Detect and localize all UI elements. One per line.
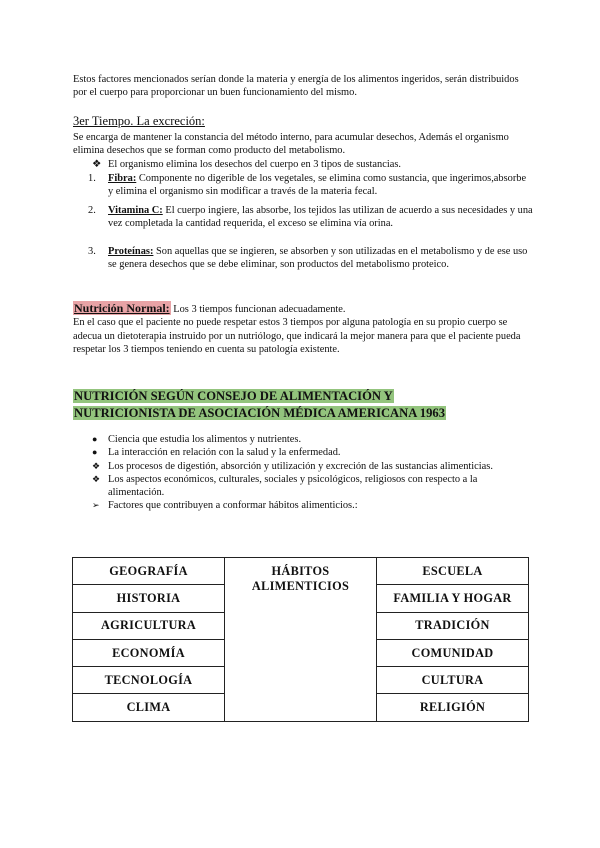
- nutricion-normal-body: En el caso que el paciente no puede respetar estos 3 tiempos por alguna patología en su propio cuerpo se adecua un dietoterapia instruido por un nutriólogo, que indicará la mejor manera para que el paciente pueda respetar los 3 tiempos teniendo en cuenta su patología existente.: [73, 317, 521, 355]
- factor-cell: ECONOMÍA: [73, 639, 225, 666]
- list-item-text: La interacción en relación con la salud y la enfermedad.: [108, 447, 341, 459]
- list-item-text: Son aquellas que se ingieren, se absorben y son utilizadas en el metabolismo y de ese uso se genera desechos que se debe eliminar, son productos del metabolismo proteico.: [108, 246, 528, 271]
- dot-bullet-icon: ●: [92, 434, 98, 444]
- list-item: [92, 433, 532, 446]
- heading-line-1: NUTRICIÓN SEGÚN CONSEJO DE ALIMENTACIÓN Y: [74, 389, 393, 403]
- intro-paragraph: Estos factores mencionados serían donde la materia y energía de los alimentos ingeridos, serán distribuidos por el cuerpo para proporcionar un buen funcionamiento del mismo.: [73, 74, 519, 99]
- section-bullet-text: El organismo elimina los desechos del cuerpo en 3 tipos de sustancias.: [108, 159, 401, 170]
- section-title: 3er Tiempo. La excreción:: [73, 114, 205, 128]
- factor-cell: ESCUELA: [377, 558, 529, 585]
- habitos-alimenticios-cell: [225, 558, 377, 722]
- diamond-bullet-icon: ❖: [92, 460, 101, 471]
- list-item: [92, 499, 532, 512]
- factor-cell: RELIGIÓN: [377, 694, 529, 721]
- nutricion-normal-label: Nutrición Normal:: [74, 301, 170, 315]
- list-item: [92, 473, 532, 500]
- factor-cell: AGRICULTURA: [73, 612, 225, 639]
- diamond-bullet-icon: ❖: [92, 473, 101, 484]
- diamond-bullet-icon: ❖: [92, 159, 102, 170]
- factor-cell: HISTORIA: [73, 585, 225, 612]
- list-item-fibra: [88, 172, 533, 199]
- list-item-number: 1.: [88, 173, 96, 184]
- factor-cell: CLIMA: [73, 694, 225, 721]
- list-item-text: Los procesos de digestión, absorción y utilización y excreción de las sustancias alimenticias.: [108, 460, 493, 472]
- list-item-vitamina: [88, 204, 533, 231]
- center-line-1: HÁBITOS: [271, 564, 330, 578]
- arrow-bullet-icon: ➢: [92, 500, 100, 511]
- list-item-text: Componente no digerible de los vegetales, se elimina como sustancia, que ingerimos,absorbe y elimina el organismo sin modificar a través de la materia fecal.: [108, 173, 527, 198]
- list-item-text: Los aspectos económicos, culturales, sociales y psicológicos, religiosos con respecto a la alimentación.: [108, 473, 478, 499]
- factor-cell: TECNOLOGÍA: [73, 667, 225, 694]
- list-item-term: Proteínas:: [108, 246, 154, 257]
- dot-bullet-icon: ●: [92, 447, 98, 458]
- section-bullet: [92, 158, 401, 171]
- factor-cell: TRADICIÓN: [377, 612, 529, 639]
- heading-line-2: NUTRICIONISTA DE ASOCIACIÓN MÉDICA AMERICANA 1963: [74, 406, 445, 420]
- list-item-term: Fibra:: [108, 173, 137, 184]
- factor-cell: FAMILIA Y HOGAR: [377, 585, 529, 612]
- list-item-text: Ciencia que estudia los alimentos y nutrientes.: [108, 434, 302, 445]
- highlighted-heading: [73, 388, 446, 422]
- list-item-number: 3.: [88, 246, 96, 257]
- definition-list: [92, 433, 532, 513]
- factor-cell: COMUNIDAD: [377, 639, 529, 666]
- list-item-text: Factores que contribuyen a conformar hábitos alimenticios.:: [108, 500, 358, 512]
- list-item-term: Vitamina C:: [108, 205, 163, 216]
- section-body: Se encarga de mantener la constancia del método interno, para acumular desechos, Además el organismo elimina desechos que se forman como producto del metabolismo.: [73, 132, 509, 157]
- table-row: [73, 558, 529, 585]
- list-item-number: 2.: [88, 205, 96, 216]
- factor-cell: CULTURA: [377, 667, 529, 694]
- nutricion-normal-lead: Los 3 tiempos funcionan adecuadamente.: [170, 304, 346, 315]
- list-item-text: El cuerpo ingiere, las absorbe, los tejidos las utilizan de acuerdo a sus necesidades y una vez completada la cantidad requerida, el exceso se elimina vía orina.: [108, 205, 533, 230]
- center-line-2: ALIMENTICIOS: [251, 579, 350, 593]
- list-item-proteinas: [88, 245, 533, 272]
- nutricion-normal-block: [73, 302, 533, 356]
- factor-cell: GEOGRAFÍA: [73, 558, 225, 585]
- list-item: [92, 460, 532, 473]
- list-item: [92, 446, 532, 459]
- factors-table: [72, 557, 529, 722]
